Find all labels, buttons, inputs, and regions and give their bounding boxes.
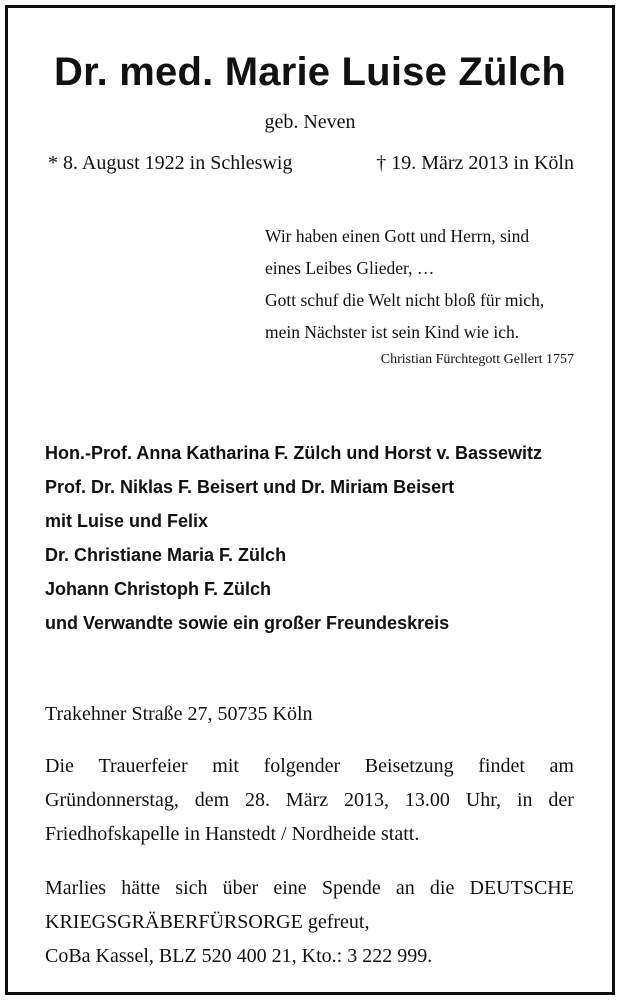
word: März [285, 789, 329, 811]
ceremony-line [45, 783, 574, 817]
verse-line: Wir haben einen Gott und Herrn, sind [265, 226, 530, 246]
word: findet [478, 755, 525, 777]
word: Spende [321, 877, 381, 899]
verse-line: mein Nächster ist sein Kind wie ich. [265, 322, 520, 342]
word: mit [212, 755, 239, 777]
word: hätte [121, 877, 161, 899]
mourner-line: Prof. Dr. Niklas F. Beisert und Dr. Miriam Beisert [45, 477, 455, 497]
word: Marlies [45, 877, 107, 899]
word: am [549, 755, 574, 777]
mourner-line: Dr. Christiane Maria F. Zülch [45, 545, 287, 565]
mourners-list [45, 436, 542, 640]
mourner-line: Hon.-Prof. Anna Katharina F. Zülch und Horst v. Bassewitz [45, 443, 543, 463]
word: Beisetzung [364, 755, 454, 777]
word: dem [194, 789, 230, 811]
word: an [395, 877, 415, 899]
donation-line [45, 871, 574, 905]
verse-quote [265, 220, 544, 348]
donation-line: CoBa Kassel, BLZ 520 400 21, Kto.: 3 222 999. [45, 945, 433, 967]
birth-name: geb. Neven [264, 111, 356, 133]
word: Die [45, 755, 74, 777]
verse-author: Christian Fürchtegott Gellert 1757 [380, 352, 574, 367]
word: folgender [263, 755, 341, 777]
word: Trauerfeier [98, 755, 188, 777]
word: die [429, 877, 455, 899]
ceremony-line [45, 749, 574, 783]
mourner-line: und Verwandte sowie ein großer Freundeskreis [45, 613, 450, 633]
word: 2013, [344, 789, 389, 811]
funeral-ceremony-text [45, 749, 574, 851]
verse-line: eines Leibes Glieder, … [265, 258, 435, 278]
ceremony-line: Friedhofskapelle in Hanstedt / Nordheide statt. [45, 823, 420, 845]
word: in [516, 789, 533, 811]
obituary-notice [5, 5, 615, 995]
word: Uhr, [465, 789, 502, 811]
word: 13.00 [404, 789, 450, 811]
word: Gründonnerstag, [45, 789, 179, 811]
verse-line: Gott schuf die Welt nicht bloß für mich, [265, 290, 545, 310]
word: 28. [245, 789, 271, 811]
death-date-place: † 19. März 2013 in Köln [376, 152, 574, 174]
family-address: Trakehner Straße 27, 50735 Köln [45, 703, 313, 725]
deceased-name: Dr. med. Marie Luise Zülch [54, 50, 566, 94]
word: über [222, 877, 259, 899]
word: eine [273, 877, 307, 899]
donation-request [45, 871, 574, 973]
birth-date-place: * 8. August 1922 in Schleswig [48, 152, 293, 174]
word: DEUTSCHE [469, 877, 574, 899]
word: sich [175, 877, 208, 899]
word: der [548, 789, 574, 811]
donation-line: KRIEGSGRÄBERFÜRSORGE gefreut, [45, 911, 370, 933]
mourner-line: mit Luise und Felix [45, 511, 209, 531]
mourner-line: Johann Christoph F. Zülch [45, 579, 271, 599]
